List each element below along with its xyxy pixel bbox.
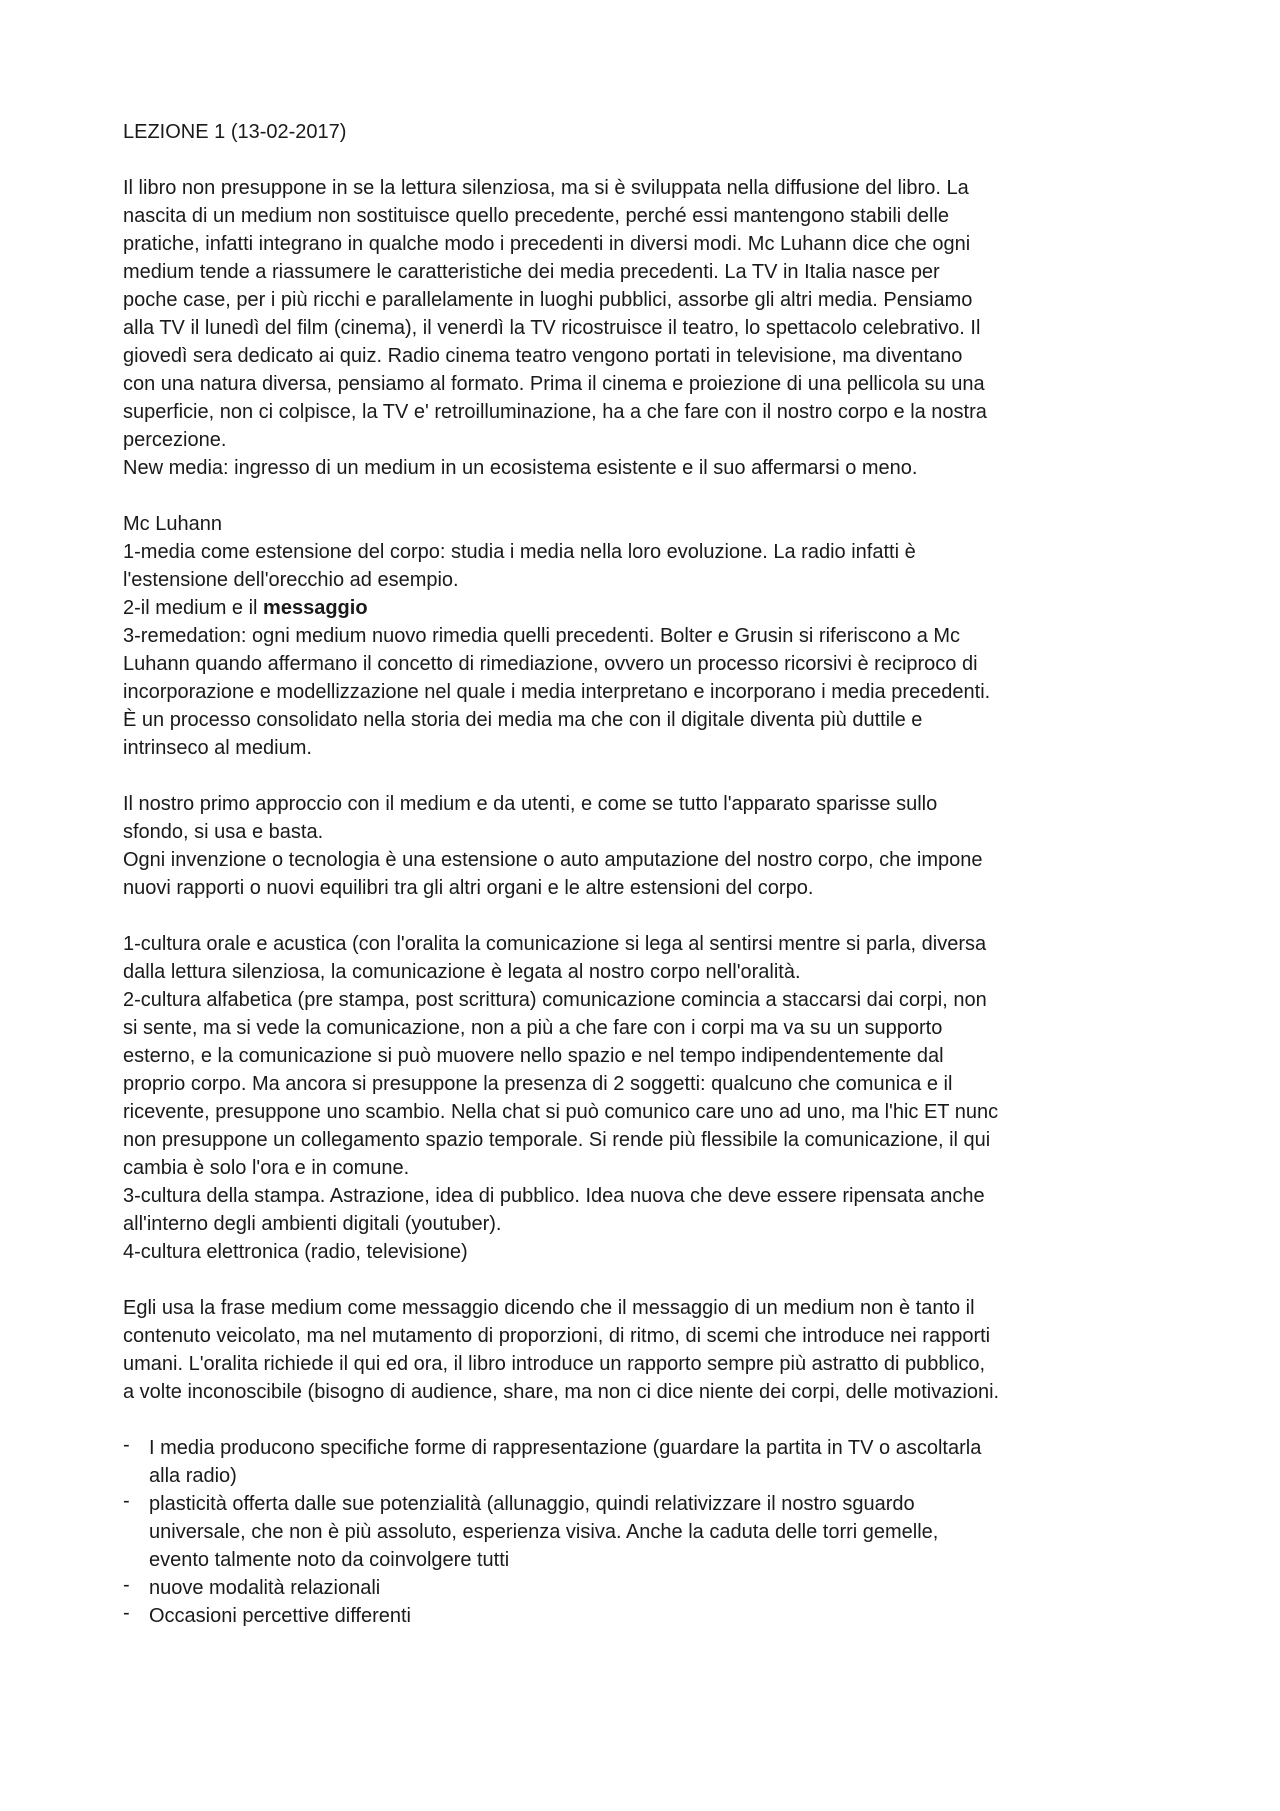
text-line: Il libro non presuppone in se la lettura silenziosa, ma si è sviluppata nella diffusione del libro. La bbox=[123, 177, 969, 199]
text-line: Egli usa la frase medium come messaggio dicendo che il messaggio di un medium non è tanto il bbox=[123, 1297, 975, 1319]
section-heading: Mc Luhann bbox=[123, 513, 222, 535]
text-line: 4-cultura elettronica (radio, televisione) bbox=[123, 1241, 468, 1263]
text-line: Luhann quando affermano il concetto di rimediazione, ovvero un processo ricorsivi è reciproco di bbox=[123, 653, 978, 675]
text-line: cambia è solo l'ora e in comune. bbox=[123, 1157, 410, 1179]
text-line: nascita di un medium non sostituisce quello precedente, perché essi mantengono stabili delle bbox=[123, 205, 950, 227]
list-item bbox=[123, 1490, 1180, 1574]
text-line: incorporazione e modellizzazione nel quale i media interpretano e incorporano i media precedenti. bbox=[123, 681, 991, 703]
text-line: evento talmente noto da coinvolgere tutti bbox=[149, 1549, 510, 1571]
dash-bullet: - bbox=[123, 1490, 130, 1512]
item2-bold-word: messaggio bbox=[263, 597, 368, 619]
item2-prefix: 2-il medium e il bbox=[123, 597, 264, 619]
text-line: Il nostro primo approccio con il medium e da utenti, e come se tutto l'apparato sparisse sullo bbox=[123, 793, 938, 815]
dash-bullet: - bbox=[123, 1434, 130, 1456]
text-line: I media producono specifiche forme di rappresentazione (guardare la partita in TV o ascoltarla bbox=[149, 1437, 982, 1459]
text-line: con una natura diversa, pensiamo al formato. Prima il cinema e proiezione di una pellicola su una bbox=[123, 373, 985, 395]
mcluhan-section bbox=[123, 510, 1180, 762]
text-line: dalla lettura silenziosa, la comunicazione è legata al nostro corpo nell'oralità. bbox=[123, 961, 801, 983]
text-line: a volte inconoscibile (bisogno di audience, share, ma non ci dice niente dei corpi, delle motivazioni. bbox=[123, 1381, 1000, 1403]
text-line: esterno, e la comunicazione si può muovere nello spazio e nel tempo indipendentemente dal bbox=[123, 1045, 944, 1067]
dash-bullet: - bbox=[123, 1602, 130, 1624]
text-line: nuove modalità relazionali bbox=[149, 1577, 381, 1599]
text-line: si sente, ma si vede la comunicazione, non a più a che fare con i corpi ma va su un supporto bbox=[123, 1017, 943, 1039]
text-line: all'interno degli ambienti digitali (youtuber). bbox=[123, 1213, 502, 1235]
text-line: nuovi rapporti o nuovi equilibri tra gli altri organi e le altre estensioni del corpo. bbox=[123, 877, 814, 899]
list-item bbox=[123, 1602, 1180, 1630]
text-line: È un processo consolidato nella storia dei media ma che con il digitale diventa più duttile e bbox=[123, 709, 923, 731]
text-line: 1-cultura orale e acustica (con l'oralita la comunicazione si lega al sentirsi mentre si parla, diversa bbox=[123, 933, 987, 955]
dash-bullet: - bbox=[123, 1574, 130, 1596]
text-line: universale, che non è più assoluto, esperienza visiva. Anche la caduta delle torri gemelle, bbox=[149, 1521, 939, 1543]
text-line: superficie, non ci colpisce, la TV e' retroilluminazione, ha a che fare con il nostro corpo e la nostra bbox=[123, 401, 987, 423]
text-line: sfondo, si usa e basta. bbox=[123, 821, 324, 843]
text-line: giovedì sera dedicato ai quiz. Radio cinema teatro vengono portati in televisione, ma diventano bbox=[123, 345, 963, 367]
text-line: l'estensione dell'orecchio ad esempio. bbox=[123, 569, 459, 591]
text-line: New media: ingresso di un medium in un ecosistema esistente e il suo affermarsi o meno. bbox=[123, 457, 918, 479]
text-line: poche case, per i più ricchi e parallelamente in luoghi pubblici, assorbe gli altri media. Pensiamo bbox=[123, 289, 973, 311]
lesson-title: LEZIONE 1 (13-02-2017) bbox=[123, 121, 347, 143]
list-item bbox=[123, 1574, 1180, 1602]
text-line: alla radio) bbox=[149, 1465, 237, 1487]
text-line: 2-cultura alfabetica (pre stampa, post scrittura) comunicazione comincia a staccarsi dai corpi, non bbox=[123, 989, 987, 1011]
text-line: plasticità offerta dalle sue potenzialità (allunaggio, quindi relativizzare il nostro sguardo bbox=[149, 1493, 915, 1515]
text-line: 1-media come estensione del corpo: studia i media nella loro evoluzione. La radio infatti è bbox=[123, 541, 916, 563]
cultures-paragraph bbox=[123, 930, 1180, 1266]
text-line: 3-cultura della stampa. Astrazione, idea di pubblico. Idea nuova che deve essere ripensata anche bbox=[123, 1185, 985, 1207]
text-line: proprio corpo. Ma ancora si presuppone la presenza di 2 soggetti: qualcuno che comunica e il bbox=[123, 1073, 953, 1095]
text-line: medium tende a riassumere le caratteristiche dei media precedenti. La TV in Italia nasce per bbox=[123, 261, 940, 283]
text-line: 3-remedation: ogni medium nuovo rimedia quelli precedenti. Bolter e Grusin si riferiscono a Mc bbox=[123, 625, 961, 647]
text-line: contenuto veicolato, ma nel mutamento di proporzioni, di ritmo, di scemi che introduce nei rapporti bbox=[123, 1325, 991, 1347]
intro-paragraph bbox=[123, 174, 1180, 482]
text-line: intrinseco al medium. bbox=[123, 737, 312, 759]
text-line: Ogni invenzione o tecnologia è una estensione o auto amputazione del nostro corpo, che impone bbox=[123, 849, 983, 871]
text-line bbox=[123, 594, 1180, 622]
list-item bbox=[123, 1434, 1180, 1490]
approach-paragraph bbox=[123, 790, 1180, 902]
text-line: umani. L'oralita richiede il qui ed ora, il libro introduce un rapporto sempre più astratto di pubblico, bbox=[123, 1353, 986, 1375]
text-line: Occasioni percettive differenti bbox=[149, 1605, 411, 1627]
bullet-list bbox=[123, 1434, 1180, 1630]
text-line: percezione. bbox=[123, 429, 227, 451]
text-line: alla TV il lunedì del film (cinema), il venerdì la TV ricostruisce il teatro, lo spettacolo celebrativo. Il bbox=[123, 317, 981, 339]
message-paragraph bbox=[123, 1294, 1180, 1406]
text-line: non presuppone un collegamento spazio temporale. Si rende più flessibile la comunicazione, il qui bbox=[123, 1129, 991, 1151]
text-line: ricevente, presuppone uno scambio. Nella chat si può comunico care uno ad uno, ma l'hic ET nunc bbox=[123, 1101, 999, 1123]
text-line: pratiche, infatti integrano in qualche modo i precedenti in diversi modi. Mc Luhann dice che ogni bbox=[123, 233, 971, 255]
